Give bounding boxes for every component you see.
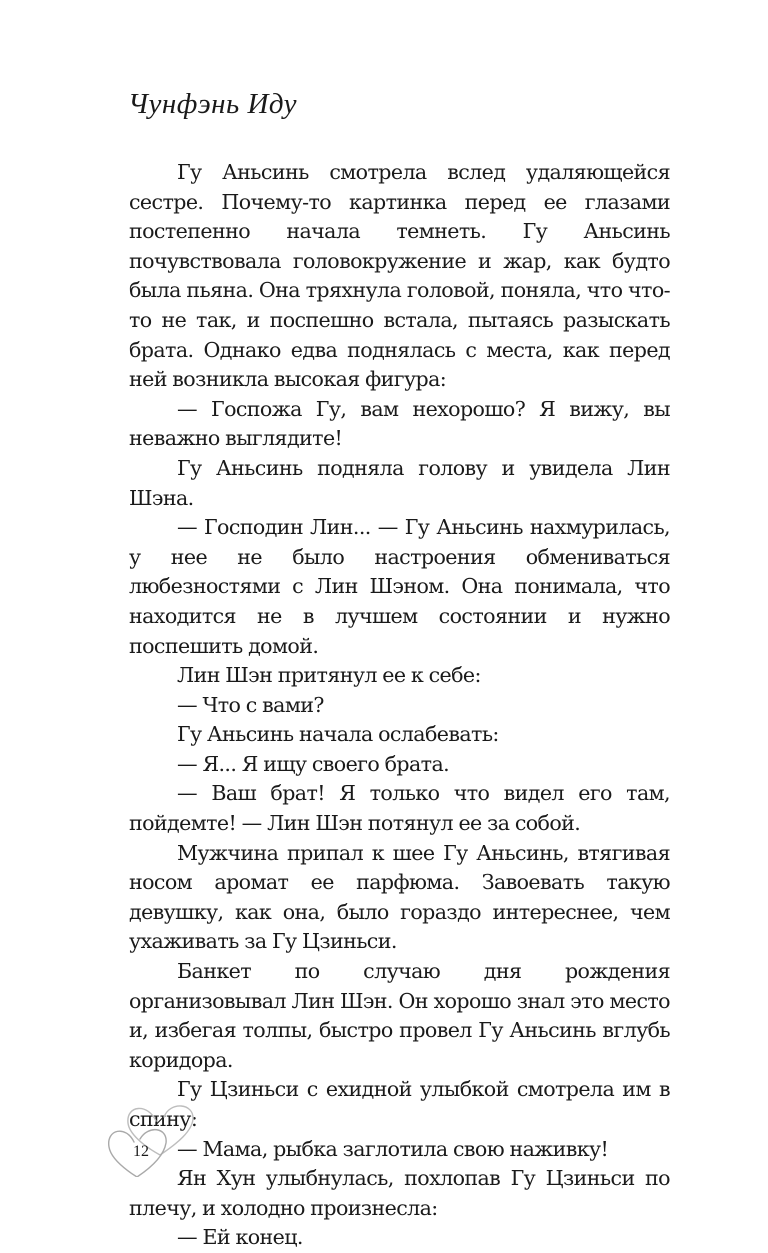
paragraph: Банкет по случаю дня рождения организовывал Лин Шэн. Он хорошо знал это место и, избегая толпы, быстро провел Гу Аньсинь вглубь коридора. [129, 959, 670, 1072]
paragraph: — Ваш брат! Я только что видел его там, пойдемте! — Лин Шэн потянул ее за собой. [129, 781, 670, 836]
body-text [129, 158, 670, 1253]
double-heart-outline-icon [104, 1097, 204, 1177]
paragraph: — Господин Лин... — Гу Аньсинь нахмурилась, у нее не было настроения обмениваться любезностями с Лин Шэном. Она понимала, что находится не в лучшем состоянии и нужно поспешить домой. [129, 515, 670, 658]
paragraph: — Я... Я ищу своего брата. [177, 751, 450, 776]
paragraph: — Что с вами? [177, 692, 324, 717]
paragraph: Мужчина припал к шее Гу Аньсинь, втягивая носом аромат ее парфюма. Завоевать такую девушку, как она, было гораздо интереснее, чем ухаживать за Гу Цзиньси. [129, 840, 670, 954]
paragraph: — Ей конец. [177, 1225, 303, 1250]
paragraph: Гу Аньсинь начала ослабевать: [177, 722, 499, 747]
paragraph: Гу Цзиньси с ехидной улыбкой смотрела им в спину: [129, 1077, 670, 1131]
paragraph: Гу Аньсинь смотрела вслед удаляющейся сестре. Почему-то картинка перед ее глазами постепенно начала темнеть. Гу Аньсинь почувствовала головокружение и жар, как будто была пьяна. Она тряхнула головой, поняла, что что-то не так, и поспешно встала, пытаясь разыскать брата. Однако едва поднялась с места, как перед ней возникла высокая фигура: [129, 160, 670, 392]
paragraph: Лин Шэн притянул ее к себе: [177, 663, 481, 688]
paragraph: — Мама, рыбка заглотила свою наживку! [177, 1136, 609, 1161]
paragraph: Гу Аньсинь подняла голову и увидела Лин Шэна. [129, 455, 670, 510]
paragraph: — Госпожа Гу, вам нехорошо? Я вижу, вы неважно выглядите! [129, 396, 670, 451]
paragraph: Ян Хун улыбнулась, похлопав Гу Цзиньси по плечу, и холодно произнесла: [129, 1166, 670, 1220]
page-number: 12 [133, 1143, 149, 1160]
running-head-author: Чунфэнь Иду [128, 88, 298, 120]
